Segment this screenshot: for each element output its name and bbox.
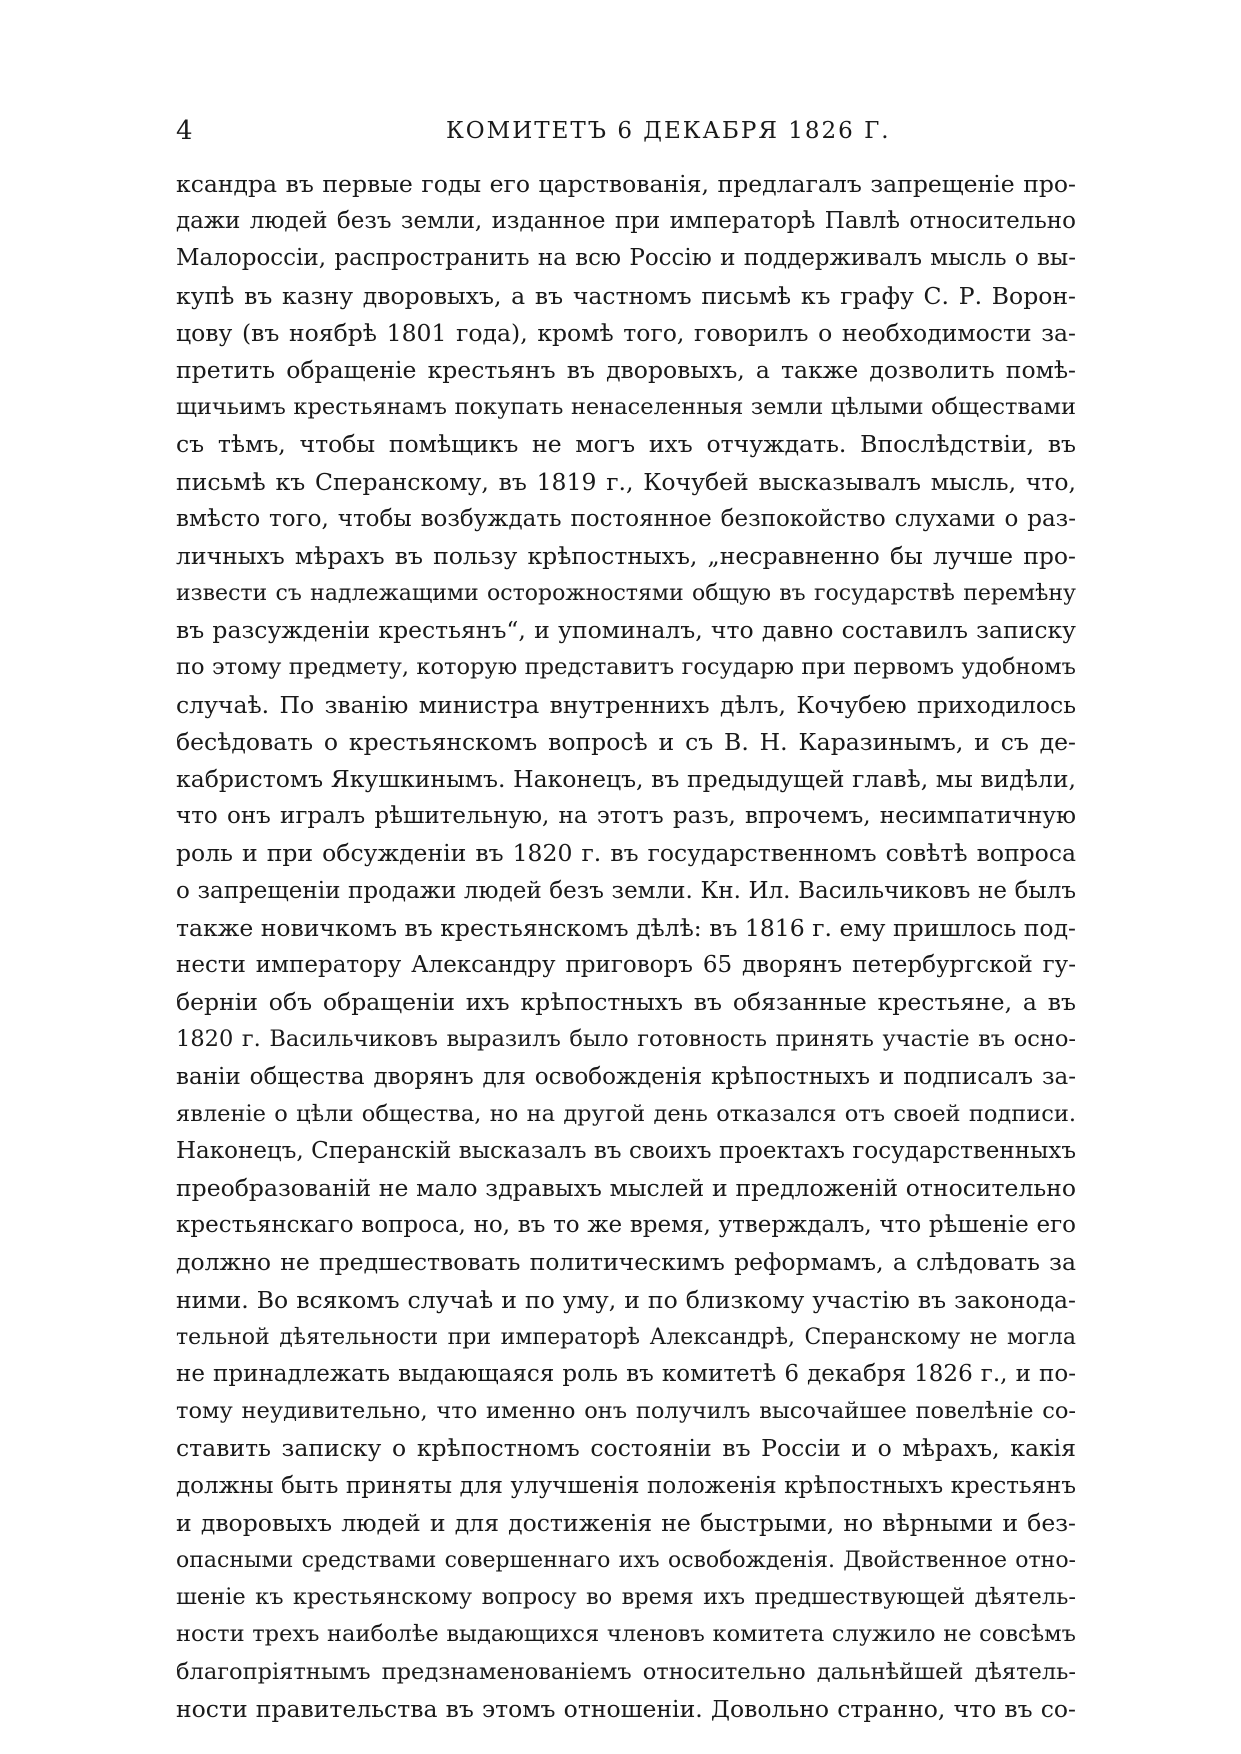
text-line: преобразованій не мало здравыхъ мыслей и предложеній относительно (176, 1174, 1076, 1203)
text-line: благопріятнымъ предзнаменованіемъ относительно дальнѣйшей дѣятель- (176, 1658, 1076, 1685)
text-line: по этому предмету, которую представитъ государю при первомъ удобномъ (176, 654, 1076, 681)
text-line: цову (въ ноябрѣ 1801 года), кромѣ того, говорилъ о необходимости за- (176, 318, 1076, 347)
text-line: о запрещеніи продажи людей безъ земли. Кн. Ил. Васильчиковъ не былъ (176, 877, 1076, 904)
text-line: опасными средствами совершеннаго ихъ освобожденія. Двойственное отно- (176, 1547, 1076, 1573)
text-line: вмѣсто того, чтобы возбуждать постоянное безпокойство слухами о раз- (176, 505, 1076, 532)
text-line: извести съ надлежащими осторожностями общую въ государствѣ перемѣну (176, 581, 1076, 607)
text-line: крестьянскаго вопроса, но, въ то же время, утверждалъ, что рѣшеніе его (176, 1212, 1076, 1239)
text-line: 1820 г. Васильчиковъ выразилъ было готовность принять участіе въ осно- (176, 1026, 1076, 1053)
text-line: случаѣ. По званію министра внутреннихъ дѣлъ, Кочубею приходилось (176, 690, 1076, 719)
text-line: нести императору Александру приговоръ 65 дворянъ петербургской гу- (176, 951, 1076, 978)
text-line: купѣ въ казну дворовыхъ, а въ частномъ письмѣ къ графу С. Р. Ворон- (176, 281, 1076, 310)
running-head (176, 114, 1076, 148)
text-line: личныхъ мѣрахъ въ пользу крѣпостныхъ, „несравненно бы лучше про- (176, 541, 1076, 570)
text-line: также новичкомъ въ крестьянскомъ дѣлѣ: въ 1816 г. ему пришлось под- (176, 913, 1076, 942)
page-number: 4 (176, 116, 193, 146)
text-line: ности правительства въ этомъ отношеніи. Довольно странно, что въ со- (176, 1694, 1076, 1723)
text-line: ваніи общества дворянъ для освобожденія крѣпостныхъ и подписалъ за- (176, 1063, 1076, 1090)
text-line: претить обращеніе крестьянъ въ дворовыхъ, а также дозволить помѣ- (176, 355, 1076, 384)
text-line: письмѣ къ Сперанскому, въ 1819 г., Кочубей высказывалъ мысль, что, (176, 467, 1076, 496)
text-line: ними. Во всякомъ случаѣ и по уму, и по близкому участію въ законода- (176, 1285, 1076, 1314)
text-line: берніи объ обращеніи ихъ крѣпостныхъ въ обязанные крестьяне, а въ (176, 988, 1076, 1017)
text-line: должны быть приняты для улучшенія положенія крѣпостныхъ крестьянъ (176, 1472, 1076, 1499)
text-line: Малороссіи, распространить на всю Россію и поддерживалъ мысль о вы- (176, 245, 1076, 272)
text-line: съ тѣмъ, чтобы помѣщикъ не могъ ихъ отчуждать. Впослѣдствіи, въ (176, 430, 1076, 459)
text-line: кабристомъ Якушкинымъ. Наконецъ, въ предыдущей главѣ, мы видѣли, (176, 765, 1076, 793)
text-line: явленіе о цѣли общества, но на другой день отказался отъ своей подписи. (176, 1100, 1076, 1127)
text-line: ности трехъ наиболѣе выдающихся членовъ комитета служило не совсѣмъ (176, 1621, 1076, 1648)
text-line: щичьимъ крестьянамъ покупать ненаселенныя земли цѣлыми обществами (176, 394, 1076, 421)
text-line: шеніе къ крестьянскому вопросу во время ихъ предшествующей дѣятель- (176, 1584, 1076, 1611)
text-line: роль и при обсужденіи въ 1820 г. въ государственномъ совѣтѣ вопроса (176, 839, 1076, 868)
text-line: ставить записку о крѣпостномъ состояніи въ Россіи и о мѣрахъ, какія (176, 1434, 1076, 1463)
text-line: въ разсужденіи крестьянъ“, и упоминалъ, что давно составилъ записку (176, 616, 1076, 645)
text-line: не принадлежать выдающаяся роль въ комитетѣ 6 декабря 1826 г., и по- (176, 1361, 1076, 1387)
text-line: бесѣдовать о крестьянскомъ вопросѣ и съ В. Н. Каразинымъ, и съ де- (176, 727, 1076, 756)
body-text (176, 166, 1076, 1728)
text-line: дажи людей безъ земли, изданное при императорѣ Павлѣ относительно (176, 208, 1076, 235)
text-line: Наконецъ, Сперанскій высказалъ въ своихъ проектахъ государственныхъ (176, 1137, 1076, 1164)
text-line: должно не предшествовать политическимъ реформамъ, а слѣдовать за (176, 1248, 1076, 1277)
text-line: тельной дѣятельности при императорѣ Александрѣ, Сперанскому не могла (176, 1324, 1076, 1350)
text-line: ксандра въ первые годы его царствованія, предлагалъ запрещеніе про- (176, 170, 1076, 198)
text-line: тому неудивительно, что именно онъ получилъ высочайшее повелѣніе со- (176, 1398, 1076, 1425)
running-title: КОМИТЕТЪ 6 ДЕКАБРЯ 1826 Г. (446, 118, 891, 144)
text-line: что онъ игралъ рѣшительную, на этотъ разъ, впрочемъ, несимпатичную (176, 803, 1076, 830)
text-line: и дворовыхъ людей и для достиженія не быстрыми, но вѣрными и без- (176, 1508, 1076, 1537)
